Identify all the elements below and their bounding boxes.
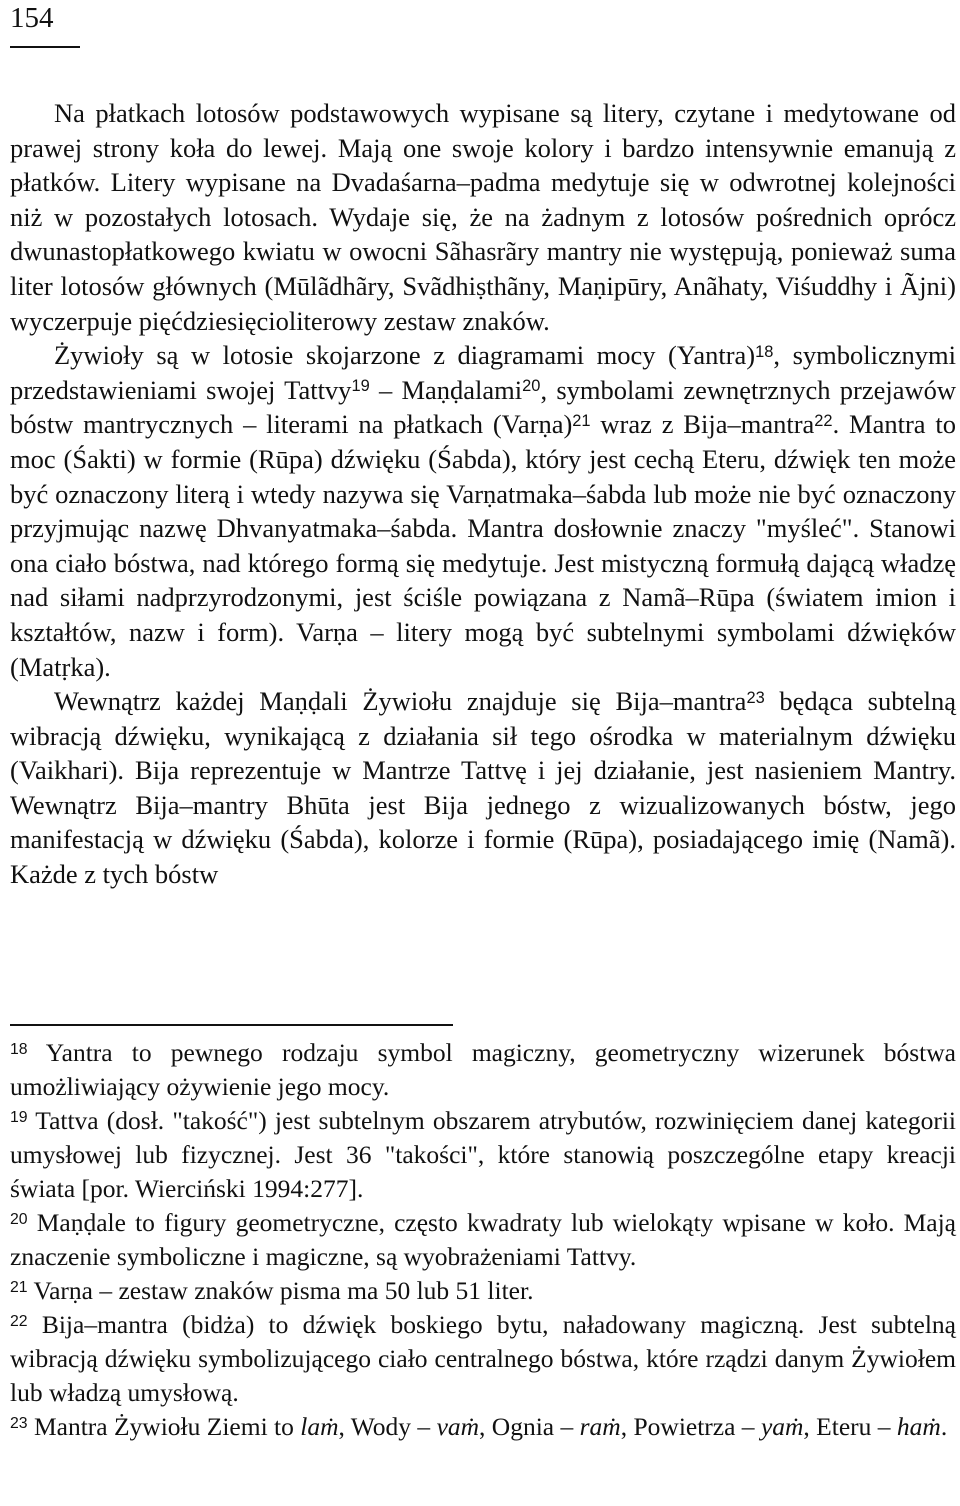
paragraph-1: Na płatkach lotosów podstawowych wypisane są litery, czytane i medytowane od prawej strony koła do lewej. Mają one swoje kolory i bardzo intensywnie emanują z płatków. Litery wypisane na Dvadaśarna–padma medytuje się w odwrotnej kolejności niż w pozostałych lotosach. Wydaje się, że na żadnym z lotosów pośrednich oprócz dwunastopłatkowego kwiatu w owocni Sãhasrãry mantry nie występują, ponieważ suma liter lotosów głównych (Mūlãdhãry, Svãdhiṣthãny, Maṇipūry, Anãhaty, Viśuddhy i Ãjni) wyczerpuje pięćdziesięcioliterowy zestaw znaków. (10, 98, 956, 336)
paragraph-3-part: Wewnątrz każdej Maṇḍali Żywiołu znajduje się Bija–mantra (54, 686, 747, 717)
main-text (10, 96, 956, 892)
footnote-20 (10, 1206, 956, 1274)
footnote-text: Bija–mantra (bidża) to dźwięk boskiego bytu, naładowany magiczną. Jest subtelną wibracją dźwięku symbolizującego ciało centralnego bóstwa, które rządzi danym Żywiołem lub władzą umysłową. (10, 1310, 956, 1407)
footnote-text: , Eteru – (803, 1412, 897, 1441)
footnote-21 (10, 1274, 956, 1308)
footnote-number: 21 (10, 1278, 28, 1296)
paragraph-2-part: , symbolicznymi przedstawieniami swojej Tattvy (10, 340, 956, 405)
paragraph-2-part: . Mantra to moc (Śakti) w formie (Rūpa) dźwięku (Śabda), który jest cechą Eteru, dźwięk ten może być oznaczony literą i wtedy nazywa się Varṇatmaka–śabda lub może nie być oznaczony przyjmując nazwę Dhvanyatmaka–śabda. Mantra dosłownie znaczy "myśleć". Stanowi ona ciało bóstwa, nad którego formą się medytuje. Jest mistyczną formułą dającą władzę nad siłami nadprzyrodzonymi, jest ściśle powiązana z Namã–Rūpa (światem imion i kształtów, nazw i form). Varṇa – litery mogą być subtelnymi symbolami dźwięków (Matṛka). (10, 409, 957, 682)
footnotes (10, 1036, 956, 1444)
footnote-ref-20: 20 (522, 377, 541, 396)
paragraph-2 (10, 338, 956, 684)
paragraph-3-part: będąca subtelną wibracją dźwięku, wynikającą z działania sił tego ośrodka w materialnym dźwięku (Vaikhari). Bija reprezentuje w Mantrze Tattvę i jej działanie, jest nasieniem Mantry. Wewnątrz Bija–mantry Bhūta jest Bija jednego z wizualizowanych bóstw, jego manifestacją w dźwięku (Śabda), kolorze i formie (Rūpa), posiadającego imię (Namã). Każde z tych bóstw (10, 686, 956, 890)
footnote-text: Varṇa – zestaw znaków pisma ma 50 lub 51 liter. (27, 1276, 534, 1305)
footnote-text: , Wody – (338, 1412, 437, 1441)
footnote-ref-23: 23 (746, 688, 765, 707)
mantra-syllable: vaṁ (436, 1412, 480, 1441)
footnote-text: Tattva (dosł. "takość") jest subtelnym obszarem atrybutów, rozwinięciem danej kategorii umysłowej lub fizycznej. Jest 36 "takości", które stanowią poszczególne etapy kreacji świata [por. Wierciński 1994:277]. (10, 1106, 956, 1203)
footnote-ref-21: 21 (572, 411, 591, 430)
footnote-18 (10, 1036, 956, 1104)
mantra-syllable: yaṁ (760, 1412, 804, 1441)
mantra-syllable: raṁ (579, 1412, 621, 1441)
footnote-text: , Powietrza – (620, 1412, 761, 1441)
mantra-syllable: laṁ (300, 1412, 339, 1441)
paragraph-2-part: , symbolami zewnętrznych przejawów bóstw mantrycznych – literami na płatkach (Varṇa) (10, 374, 956, 440)
footnote-number: 18 (10, 1040, 28, 1058)
page-number: 154 (10, 2, 54, 34)
paragraph-2-part: Żywioły są w lotosie skojarzone z diagramami mocy (Yantra) (54, 340, 756, 371)
paragraph-3 (10, 684, 956, 892)
footnote-text: . (940, 1412, 948, 1441)
footnote-ref-18: 18 (755, 342, 774, 361)
footnote-number: 19 (10, 1108, 28, 1126)
footnote-text: Mantra Żywiołu Ziemi to (27, 1412, 301, 1441)
footnote-ref-19: 19 (351, 377, 370, 396)
footnote-ref-22: 22 (814, 411, 833, 430)
paragraph-2-part: wraz z Bija–mantra (590, 409, 815, 440)
footnote-separator (10, 1024, 453, 1026)
footnote-number: 23 (10, 1414, 28, 1432)
paragraph-2-part: – Maṇḍalami (369, 374, 523, 405)
footnote-19 (10, 1104, 956, 1206)
footnote-text: Yantra to pewnego rodzaju symbol magiczny, geometryczny wizerunek bóstwa umożliwiający ożywienie jego mocy. (10, 1038, 956, 1101)
footnote-text: , Ognia – (479, 1412, 580, 1441)
header-rule (10, 46, 80, 48)
mantra-syllable: haṁ (896, 1412, 941, 1441)
footnote-23 (10, 1410, 956, 1444)
footnote-22 (10, 1308, 956, 1410)
footnote-number: 20 (10, 1210, 28, 1228)
footnote-number: 22 (10, 1312, 28, 1330)
footnote-text: Maṇḍale to figury geometryczne, często kwadraty lub wielokąty wpisane w koło. Mają znaczenie symboliczne i magiczne, są wyobrażeniami Tattvy. (10, 1208, 956, 1271)
